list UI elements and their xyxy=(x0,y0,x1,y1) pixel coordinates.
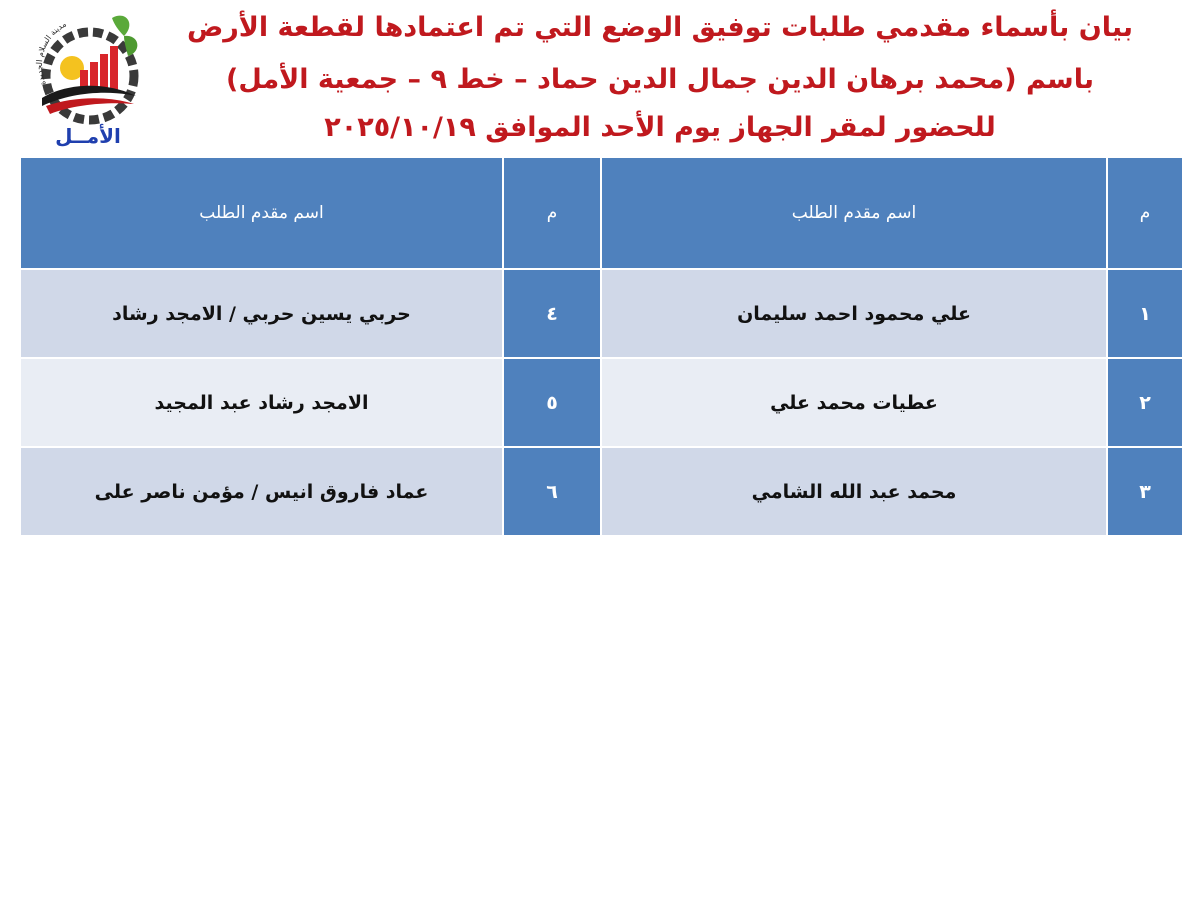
row-number: ٥ xyxy=(503,358,601,447)
title-line-3: للحضور لمقر الجهاز يوم الأحد الموافق ٢٠٢٥/١٠/١٩ xyxy=(324,112,996,143)
table-row xyxy=(20,358,1183,447)
applicants-table xyxy=(19,156,1184,537)
header-name-2: اسم مقدم الطلب xyxy=(20,157,503,269)
table-row xyxy=(20,269,1183,358)
applicant-name: علي محمود احمد سليمان xyxy=(601,269,1107,358)
applicant-name: الامجد رشاد عبد المجيد xyxy=(20,358,503,447)
table-header-row xyxy=(20,157,1183,269)
applicant-name: عطيات محمد علي xyxy=(601,358,1107,447)
row-number: ٤ xyxy=(503,269,601,358)
row-number: ٦ xyxy=(503,447,601,536)
logo-arc-text: مدينة السلام الجديدة xyxy=(34,19,68,87)
header-num-1: م xyxy=(1107,157,1183,269)
row-number: ٣ xyxy=(1107,447,1183,536)
applicant-name: محمد عبد الله الشامي xyxy=(601,447,1107,536)
title-line-2: باسم (محمد برهان الدين جمال الدين حماد – خط ٩ – جمعية الأمل) xyxy=(226,64,1094,95)
row-number: ١ xyxy=(1107,269,1183,358)
table-row xyxy=(20,447,1183,536)
header-num-2: م xyxy=(503,157,601,269)
applicant-name: حربي يسين حربي / الامجد رشاد xyxy=(20,269,503,358)
applicant-name: عماد فاروق انيس / مؤمن ناصر على xyxy=(20,447,503,536)
logo-caption: الأمــل xyxy=(55,124,121,148)
row-number: ٢ xyxy=(1107,358,1183,447)
title-line-1: بيان بأسماء مقدمي طلبات توفيق الوضع التي تم اعتمادها لقطعة الأرض xyxy=(186,12,1134,43)
logo xyxy=(28,6,148,156)
header-name-1: اسم مقدم الطلب xyxy=(601,157,1107,269)
